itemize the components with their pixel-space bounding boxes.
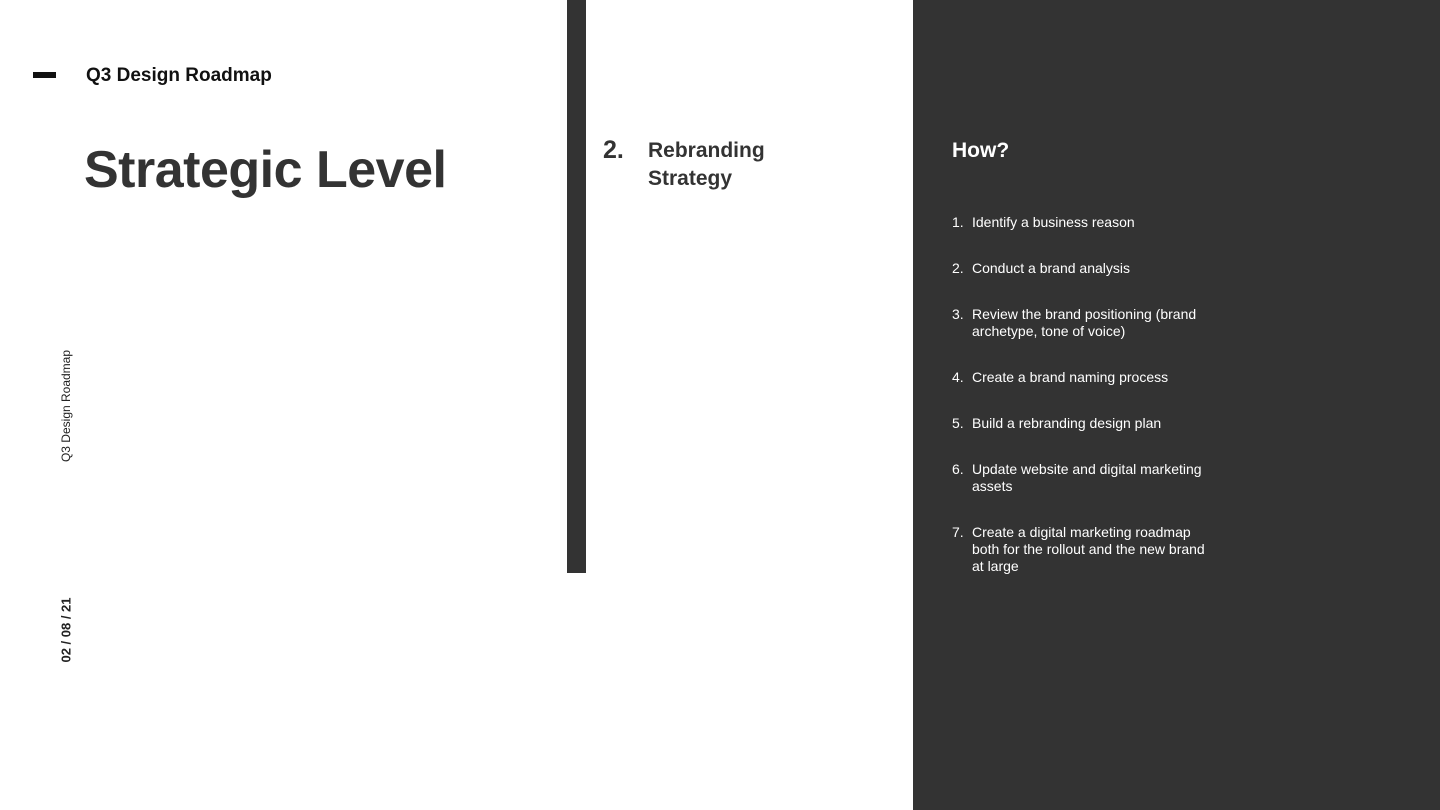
list-item (952, 524, 1212, 575)
step-number: 2. (952, 260, 964, 276)
steps-list (952, 214, 1212, 604)
divider-bar (567, 0, 586, 573)
step-number: 5. (952, 415, 964, 431)
list-item (952, 260, 1212, 277)
header-dash-icon (33, 72, 56, 78)
list-item (952, 214, 1212, 231)
step-number: 6. (952, 461, 964, 477)
step-text: Identify a business reason (972, 214, 1135, 230)
section-title: Rebranding Strategy (648, 139, 765, 190)
how-title: How? (952, 139, 1010, 162)
list-item (952, 461, 1212, 495)
list-item (952, 415, 1212, 432)
vertical-date: 02 / 08 / 21 (58, 597, 74, 663)
step-text: Review the brand positioning (brand archetype, tone of voice) (972, 306, 1197, 339)
header-title: Q3 Design Roadmap (86, 65, 272, 86)
step-text: Create a digital marketing roadmap both for the rollout and the new brand at large (972, 524, 1205, 574)
page-title: Strategic Level (84, 141, 447, 199)
step-text: Build a rebranding design plan (972, 415, 1162, 431)
vertical-label: Q3 Design Roadmap (59, 349, 73, 463)
list-item (952, 306, 1212, 340)
step-text: Update website and digital marketing assets (972, 461, 1202, 494)
step-number: 1. (952, 214, 964, 230)
step-text: Conduct a brand analysis (972, 260, 1130, 276)
step-number: 3. (952, 306, 964, 322)
list-item (952, 369, 1212, 386)
step-text: Create a brand naming process (972, 369, 1169, 385)
section-number: 2. (603, 136, 624, 164)
how-panel (913, 0, 1440, 810)
step-number: 7. (952, 524, 964, 540)
step-number: 4. (952, 369, 964, 385)
